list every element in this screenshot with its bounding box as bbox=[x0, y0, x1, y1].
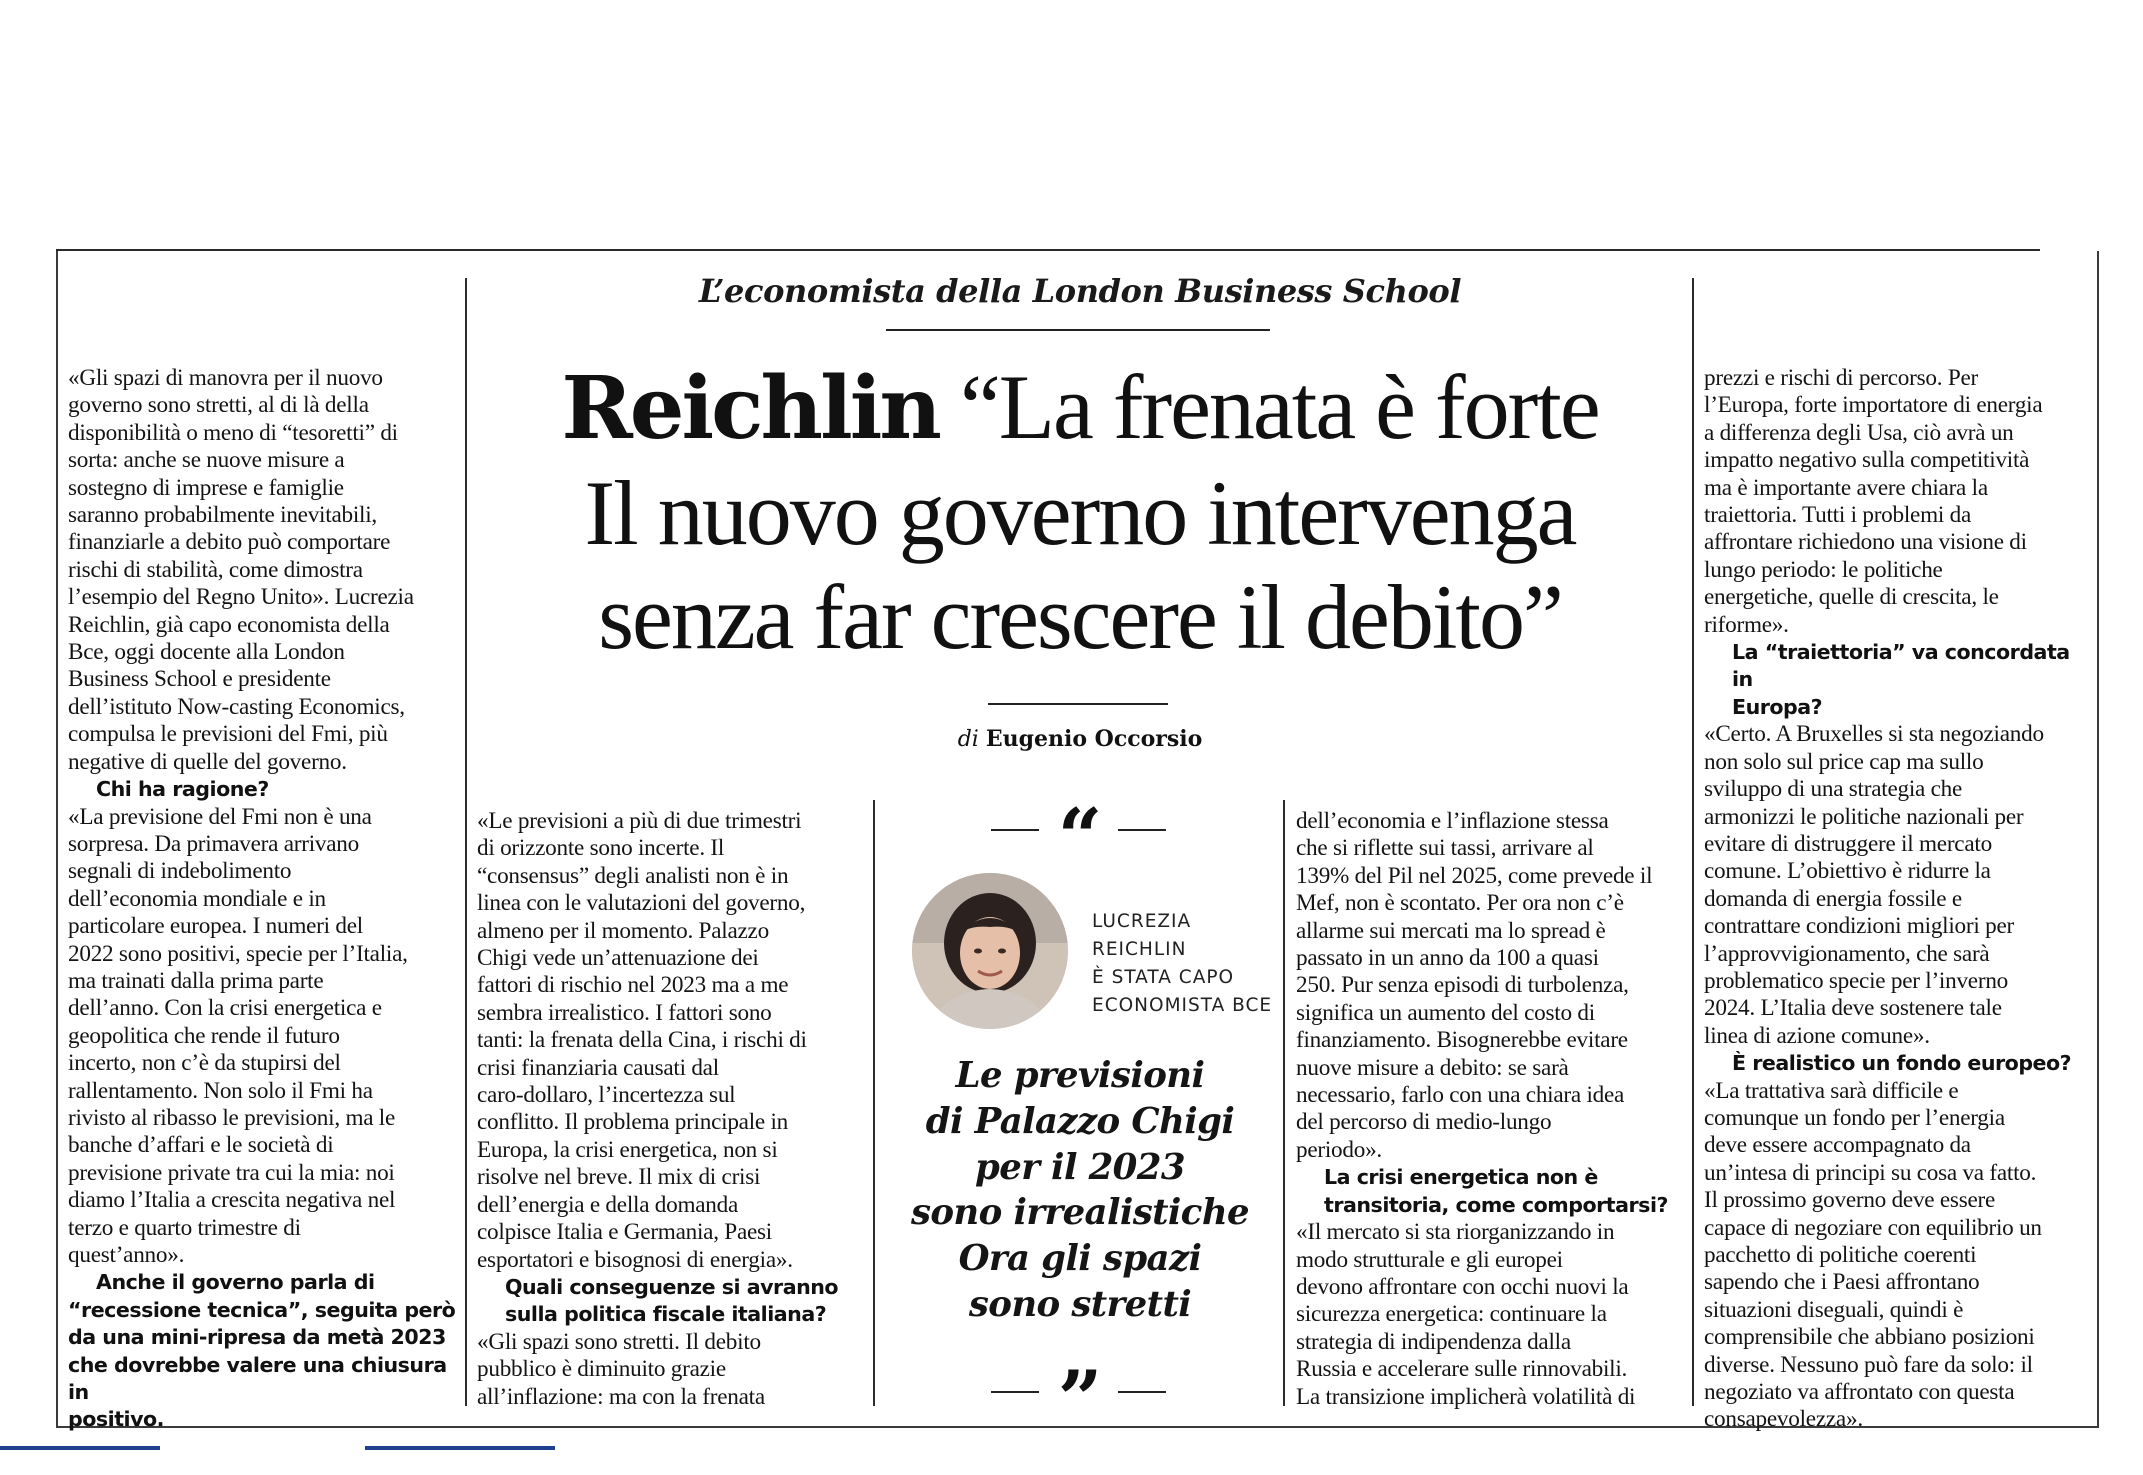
body-text-line: necessario, farlo con una chiara idea bbox=[1296, 1082, 1625, 1109]
body-text-line: finanziarle a debito può comportare bbox=[68, 529, 391, 556]
body-text-line: terzo e quarto trimestre di bbox=[68, 1214, 301, 1241]
body-text-line: Reichlin, già capo economista della bbox=[68, 611, 390, 638]
interview-question: Europa? bbox=[1732, 694, 1823, 719]
body-text-line: pubblico è diminuito grazie bbox=[477, 1356, 726, 1383]
body-text-line: diverse. Nessuno può fare da solo: il bbox=[1704, 1351, 2033, 1378]
column-divider-1 bbox=[465, 278, 467, 1406]
headline-quote-part: “La frenata è forte bbox=[959, 356, 1599, 458]
pull-quote-line: di Palazzo Chigi bbox=[925, 1100, 1235, 1142]
headline-line-2: Il nuovo governo intervenga bbox=[584, 462, 1576, 564]
body-text-line: sicurezza energetica: continuare la bbox=[1296, 1301, 1607, 1328]
body-text-line: esportatori e bisognosi di energia». bbox=[477, 1246, 793, 1273]
quote-rule-left bbox=[991, 829, 1039, 831]
body-text-line: problematico specie per l’inverno bbox=[1704, 967, 2009, 994]
body-text-line: geopolitica che rende il futuro bbox=[68, 1022, 340, 1049]
interview-question: Anche il governo parla di bbox=[96, 1270, 375, 1295]
portrait-image bbox=[912, 873, 1068, 1029]
pull-quote-line: per il 2023 bbox=[974, 1146, 1185, 1188]
frame-right-border bbox=[2097, 251, 2099, 1426]
body-text-line: Bce, oggi docente alla London bbox=[68, 639, 345, 666]
body-text-line: sorta: anche se nuove misure a bbox=[68, 447, 345, 474]
body-text-line: rallentamento. Non solo il Fmi ha bbox=[68, 1077, 373, 1104]
body-text-line: riforme». bbox=[1704, 611, 1789, 638]
body-text-line: evitare di distruggere il mercato bbox=[1704, 830, 1992, 857]
quote-rule-left bbox=[991, 1391, 1039, 1393]
body-text-line: linea di azione comune». bbox=[1704, 1022, 1930, 1049]
body-text-line: «Gli spazi sono stretti. Il debito bbox=[477, 1328, 761, 1355]
body-text-line: nuove misure a debito: se sarà bbox=[1296, 1054, 1569, 1081]
body-text-line: risolve nel breve. Il mix di crisi bbox=[477, 1164, 761, 1191]
body-text-line: dell’anno. Con la crisi energetica e bbox=[68, 995, 382, 1022]
photo-caption bbox=[1092, 908, 1282, 1020]
body-text-line: almeno per il momento. Palazzo bbox=[477, 917, 769, 944]
interview-question: Quali conseguenze si avranno bbox=[505, 1274, 839, 1299]
open-quote-icon: “ bbox=[1057, 792, 1103, 883]
body-text-line: comunque un fondo per l’energia bbox=[1704, 1104, 2005, 1131]
kicker-rule bbox=[886, 329, 1270, 331]
body-text-line: impatto negativo sulla competitività bbox=[1704, 447, 2030, 474]
body-text-line: un’intesa di principi su cosa va fatto. bbox=[1704, 1159, 2037, 1186]
scan-edge-mark bbox=[365, 1446, 555, 1450]
body-text-line: lungo periodo: le politiche bbox=[1704, 556, 1943, 583]
body-text-line: Russia e accelerare sulle rinnovabili. bbox=[1296, 1356, 1628, 1383]
body-text-line: «Certo. A Bruxelles si sta negoziando bbox=[1704, 721, 2044, 748]
body-text-line: disponibilità o meno di “tesoretti” di bbox=[68, 419, 398, 446]
top-rule bbox=[56, 249, 2040, 251]
body-text-line: traiettoria. Tutti i problemi da bbox=[1704, 502, 1971, 529]
body-text-line: 2022 sono positivi, specie per l’Italia, bbox=[68, 940, 408, 967]
byline-prefix: di bbox=[957, 727, 979, 752]
interview-question: sulla politica fiscale italiana? bbox=[505, 1302, 827, 1327]
body-text-line: sembra irrealistico. I fattori sono bbox=[477, 999, 772, 1026]
body-text-line: Chigi vede un’attenuazione dei bbox=[477, 945, 759, 972]
body-text-line: «Le previsioni a più di due trimestri bbox=[477, 808, 802, 834]
body-text-line: capace di negoziare con equilibrio un bbox=[1704, 1214, 2042, 1241]
body-text-line: rivisto al ribasso le previsioni, ma le bbox=[68, 1104, 396, 1131]
body-text-line: non solo sul price cap ma sullo bbox=[1704, 748, 1984, 775]
body-text-line: affrontare richiedono una visione di bbox=[1704, 529, 2027, 556]
body-text-line: finanziamento. Bisognerebbe evitare bbox=[1296, 1027, 1628, 1054]
body-text-line: domanda di energia fossile e bbox=[1704, 885, 1962, 912]
caption-line: È STATA CAPO bbox=[1092, 967, 1235, 988]
byline-rule bbox=[988, 703, 1168, 705]
body-text-line: energetiche, quelle di crescita, le bbox=[1704, 584, 1999, 611]
close-quote-icon: ” bbox=[1057, 1354, 1103, 1445]
body-text-line: l’Europa, forte importatore di energia bbox=[1704, 392, 2043, 419]
body-text-line: armonizzi le politiche nazionali per bbox=[1704, 803, 2024, 830]
interview-question: transitoria, come comportarsi? bbox=[1324, 1192, 1668, 1217]
column-divider-2 bbox=[873, 800, 875, 1406]
body-text-line: linea con le valutazioni del governo, bbox=[477, 890, 806, 917]
body-text-line: negoziato va affrontato con questa bbox=[1704, 1379, 2015, 1406]
body-text-line: previsione private tra cui la mia: noi bbox=[68, 1159, 395, 1186]
body-text-line: La transizione implicherà volatilità di bbox=[1296, 1383, 1636, 1410]
text-column-2 bbox=[477, 808, 869, 1411]
quote-rule-right bbox=[1118, 829, 1166, 831]
body-text-line: Europa, la crisi energetica, non si bbox=[477, 1136, 778, 1163]
interview-question: La “traiettoria” va concordata in bbox=[1732, 640, 2070, 692]
body-text-line: deve essere accompagnato da bbox=[1704, 1132, 1971, 1159]
body-text-line: conflitto. Il problema principale in bbox=[477, 1109, 789, 1136]
pull-quote-line: sono irrealistiche bbox=[910, 1192, 1250, 1234]
body-text-line: sapendo che i Paesi affrontano bbox=[1704, 1269, 1980, 1296]
body-text-line: modo strutturale e gli europei bbox=[1296, 1246, 1563, 1273]
text-column-4 bbox=[1704, 365, 2096, 1434]
body-text-line: allarme sui mercati ma lo spread è bbox=[1296, 917, 1606, 944]
body-text-line: del percorso di medio-lungo bbox=[1296, 1109, 1552, 1136]
body-text-line: «La trattativa sarà difficile e bbox=[1704, 1077, 1959, 1104]
caption-line: ECONOMISTA BCE bbox=[1092, 995, 1273, 1016]
body-text-line: sostegno di imprese e famiglie bbox=[68, 474, 344, 501]
body-text-line: consapevolezza». bbox=[1704, 1406, 1863, 1433]
body-text-line: comprensibile che abbiano posizioni bbox=[1704, 1324, 2035, 1351]
body-text-line: «Il mercato si sta riorganizzando in bbox=[1296, 1219, 1615, 1246]
interview-question: È realistico un fondo europeo? bbox=[1732, 1051, 2072, 1076]
body-text-line: all’inflazione: ma con la frenata bbox=[477, 1383, 765, 1410]
interview-question: da una mini-ripresa da metà 2023 bbox=[68, 1325, 446, 1350]
headline-line-3: senza far crescere il debito” bbox=[598, 566, 1562, 668]
body-text-line: l’esempio del Regno Unito». Lucrezia bbox=[68, 584, 414, 611]
body-text-line: ma trainati dalla prima parte bbox=[68, 967, 324, 994]
interview-question: “recessione tecnica”, seguita però bbox=[68, 1297, 456, 1322]
headline bbox=[470, 355, 1690, 669]
body-text-line: tanti: la frenata della Cina, i rischi di bbox=[477, 1027, 807, 1054]
body-text-line: 139% del Pil nel 2025, come prevede il bbox=[1296, 862, 1653, 889]
body-text-line: crisi finanziaria causati dal bbox=[477, 1054, 719, 1081]
body-text-line: 2024. L’Italia deve sostenere tale bbox=[1704, 995, 2002, 1022]
body-text-line: pacchetto di politiche coerenti bbox=[1704, 1242, 1977, 1268]
body-text-line: prezzi e rischi di percorso. Per bbox=[1704, 365, 1978, 391]
body-text-line: Il prossimo governo deve essere bbox=[1704, 1187, 1996, 1214]
body-text-line: negative di quelle del governo. bbox=[68, 748, 347, 775]
byline bbox=[760, 726, 1400, 752]
body-text-line: che si riflette sui tassi, arrivare al bbox=[1296, 835, 1594, 862]
body-text-line: dell’economia mondiale e in bbox=[68, 885, 326, 912]
body-text-line: dell’istituto Now-casting Economics, bbox=[68, 693, 405, 720]
body-text-line: devono affrontare con occhi nuovi la bbox=[1296, 1273, 1629, 1300]
body-text-line: saranno probabilmente inevitabili, bbox=[68, 502, 377, 529]
interview-question: positivo. bbox=[68, 1407, 165, 1432]
column-divider-3 bbox=[1283, 800, 1285, 1406]
body-text-line: l’approvvigionamento, che sarà bbox=[1704, 940, 1990, 967]
body-text-line: compulsa le previsioni del Fmi, più bbox=[68, 721, 388, 748]
frame-left-border bbox=[56, 251, 58, 1426]
body-text-line: strategia di indipendenza dalla bbox=[1296, 1328, 1571, 1355]
body-text-line: rischi di stabilità, come dimostra bbox=[68, 556, 363, 583]
pull-quote-line: Ora gli spazi bbox=[958, 1238, 1202, 1280]
caption-line: LUCREZIA bbox=[1092, 911, 1192, 932]
body-text-line: banche d’affari e le società di bbox=[68, 1132, 334, 1159]
body-text-line: quest’anno». bbox=[68, 1242, 185, 1268]
body-text-line: Mef, non è scontato. Per ora non c’è bbox=[1296, 890, 1624, 917]
pull-quote-line: Le previsioni bbox=[955, 1055, 1205, 1096]
body-text-line: sorpresa. Da primavera arrivano bbox=[68, 830, 359, 857]
body-text-line: diamo l’Italia a crescita negativa nel bbox=[68, 1187, 396, 1214]
interview-question: La crisi energetica non è bbox=[1324, 1165, 1598, 1190]
caption-line: REICHLIN bbox=[1092, 939, 1187, 960]
headline-name: Reichlin bbox=[561, 358, 939, 459]
body-text-line: particolare europea. I numeri del bbox=[68, 913, 363, 940]
scan-edge-mark bbox=[0, 1446, 160, 1450]
byline-author: Eugenio Occorsio bbox=[985, 726, 1203, 752]
author-photo bbox=[912, 873, 1068, 1029]
body-text-line: colpisce Italia e Germania, Paesi bbox=[477, 1219, 772, 1246]
body-text-line: a differenza degli Usa, ciò avrà un bbox=[1704, 419, 2014, 446]
body-text-line: fattori di rischio nel 2023 ma a me bbox=[477, 972, 789, 999]
quote-rule-right bbox=[1118, 1391, 1166, 1393]
body-text-line: periodo». bbox=[1296, 1136, 1382, 1163]
body-text-line: comune. L’obiettivo è ridurre la bbox=[1704, 858, 1991, 885]
body-text-line: di orizzonte sono incerte. Il bbox=[477, 835, 725, 862]
body-text-line: «La previsione del Fmi non è una bbox=[68, 803, 372, 830]
body-text-line: ma è importante avere chiara la bbox=[1704, 474, 1988, 501]
text-column-3 bbox=[1296, 808, 1688, 1411]
body-text-line: «Gli spazi di manovra per il nuovo bbox=[68, 365, 383, 391]
headline-line-1 bbox=[470, 355, 1690, 461]
pull-quote bbox=[880, 1053, 1280, 1328]
column-divider-4 bbox=[1692, 278, 1694, 1406]
body-text-line: segnali di indebolimento bbox=[68, 858, 292, 885]
body-text-line: situazioni diseguali, quindi è bbox=[1704, 1296, 1964, 1323]
body-text-line: 250. Pur senza episodi di turbolenza, bbox=[1296, 972, 1629, 999]
pull-quote-line: sono stretti bbox=[968, 1283, 1192, 1325]
body-text-line: dell’energia e della domanda bbox=[477, 1191, 739, 1218]
article-kicker: L’economista della London Business School bbox=[698, 272, 1462, 310]
body-text-line: governo sono stretti, al di là della bbox=[68, 392, 369, 419]
body-text-line: incerto, non c’è da stupirsi del bbox=[68, 1050, 341, 1077]
body-text-line: “consensus” degli analisti non è in bbox=[477, 862, 789, 889]
body-text-line: passato in un anno da 100 a quasi bbox=[1296, 945, 1599, 972]
interview-question: che dovrebbe valere una chiusura in bbox=[68, 1352, 447, 1405]
body-text-line: sviluppo di una strategia che bbox=[1704, 776, 1963, 803]
body-text-line: contrattare condizioni migliori per bbox=[1704, 913, 2014, 940]
text-column-1 bbox=[68, 365, 460, 1434]
body-text-line: caro-dollaro, l’incertezza sul bbox=[477, 1082, 736, 1109]
body-text-line: significa un aumento del costo di bbox=[1296, 999, 1595, 1026]
interview-question: Chi ha ragione? bbox=[96, 777, 269, 802]
body-text-line: Business School e presidente bbox=[68, 666, 331, 693]
body-text-line: dell’economia e l’inflazione stessa bbox=[1296, 808, 1609, 834]
